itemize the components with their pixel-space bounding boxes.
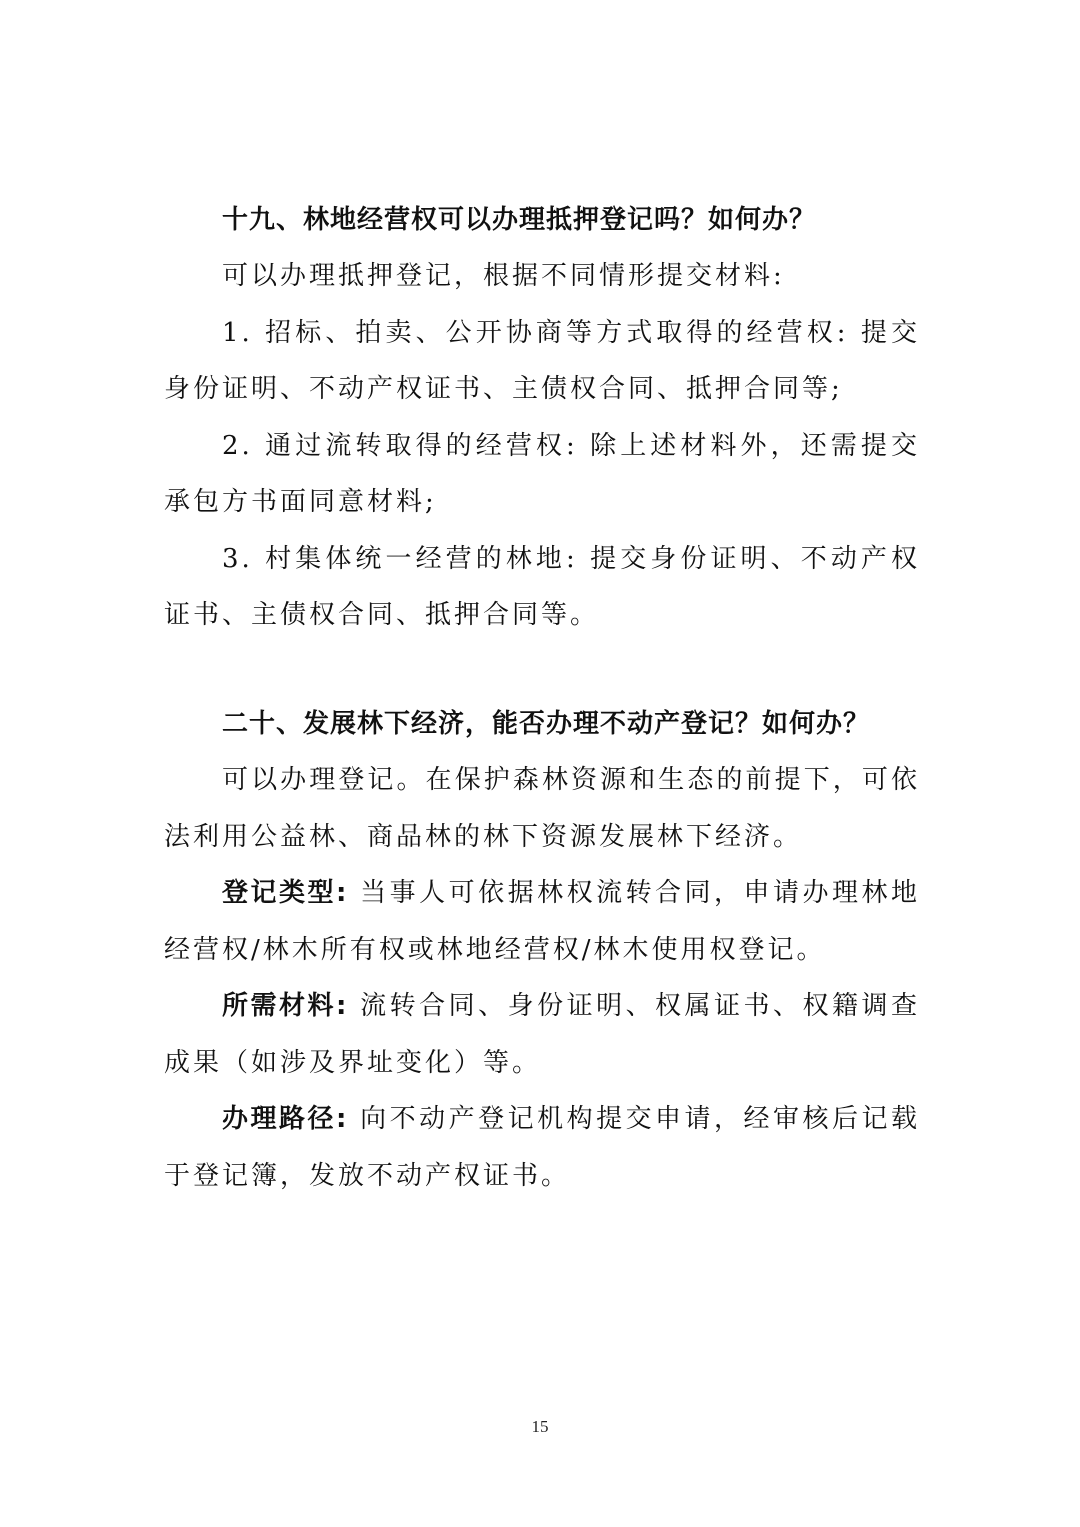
paragraph-intro: 可以办理抵押登记，根据不同情形提交材料: <box>222 261 785 291</box>
paragraph-item-1: 1. 招标、拍卖、公开协商等方式取得的经营权: 提交身份证明、不动产权证书、主债权合同、抵押合同等; <box>164 317 920 404</box>
section-heading: 十九、林地经营权可以办理抵押登记吗？如何办？ <box>222 205 817 235</box>
paragraph-item-3: 3. 村集体统一经营的林地: 提交身份证明、不动产权证书、主债权合同、抵押合同等。 <box>164 543 920 630</box>
procedure-text: 向不动产登记机构提交申请，经审核后记载于登记簿，发放不动产权证书。 <box>164 1104 920 1191</box>
page-number: 15 <box>531 1417 549 1436</box>
procedure-label: 办理路径: <box>222 1104 349 1134</box>
required-materials-text: 流转合同、身份证明、权属证书、权籍调查成果（如涉及界址变化）等。 <box>164 991 920 1078</box>
registration-type-label: 登记类型: <box>222 878 349 908</box>
required-materials-label: 所需材料: <box>222 991 349 1021</box>
section-heading: 二十、发展林下经济，能否办理不动产登记？如何办？ <box>222 709 871 739</box>
section-20-understory-economy <box>164 696 920 1204</box>
section-19-mortgage-registration <box>164 192 920 644</box>
paragraph-item-2: 2. 通过流转取得的经营权: 除上述材料外，还需提交承包方书面同意材料; <box>164 430 920 517</box>
paragraph-intro: 可以办理登记。在保护森林资源和生态的前提下，可依法利用公益林、商品林的林下资源发展林下经济。 <box>164 765 920 852</box>
paragraph-procedure <box>164 1091 920 1204</box>
registration-type-text: 当事人可依据林权流转合同，申请办理林地经营权/林木所有权或林地经营权/林木使用权登记。 <box>164 878 920 965</box>
paragraph-required-materials <box>164 978 920 1091</box>
paragraph-registration-type <box>164 865 920 978</box>
